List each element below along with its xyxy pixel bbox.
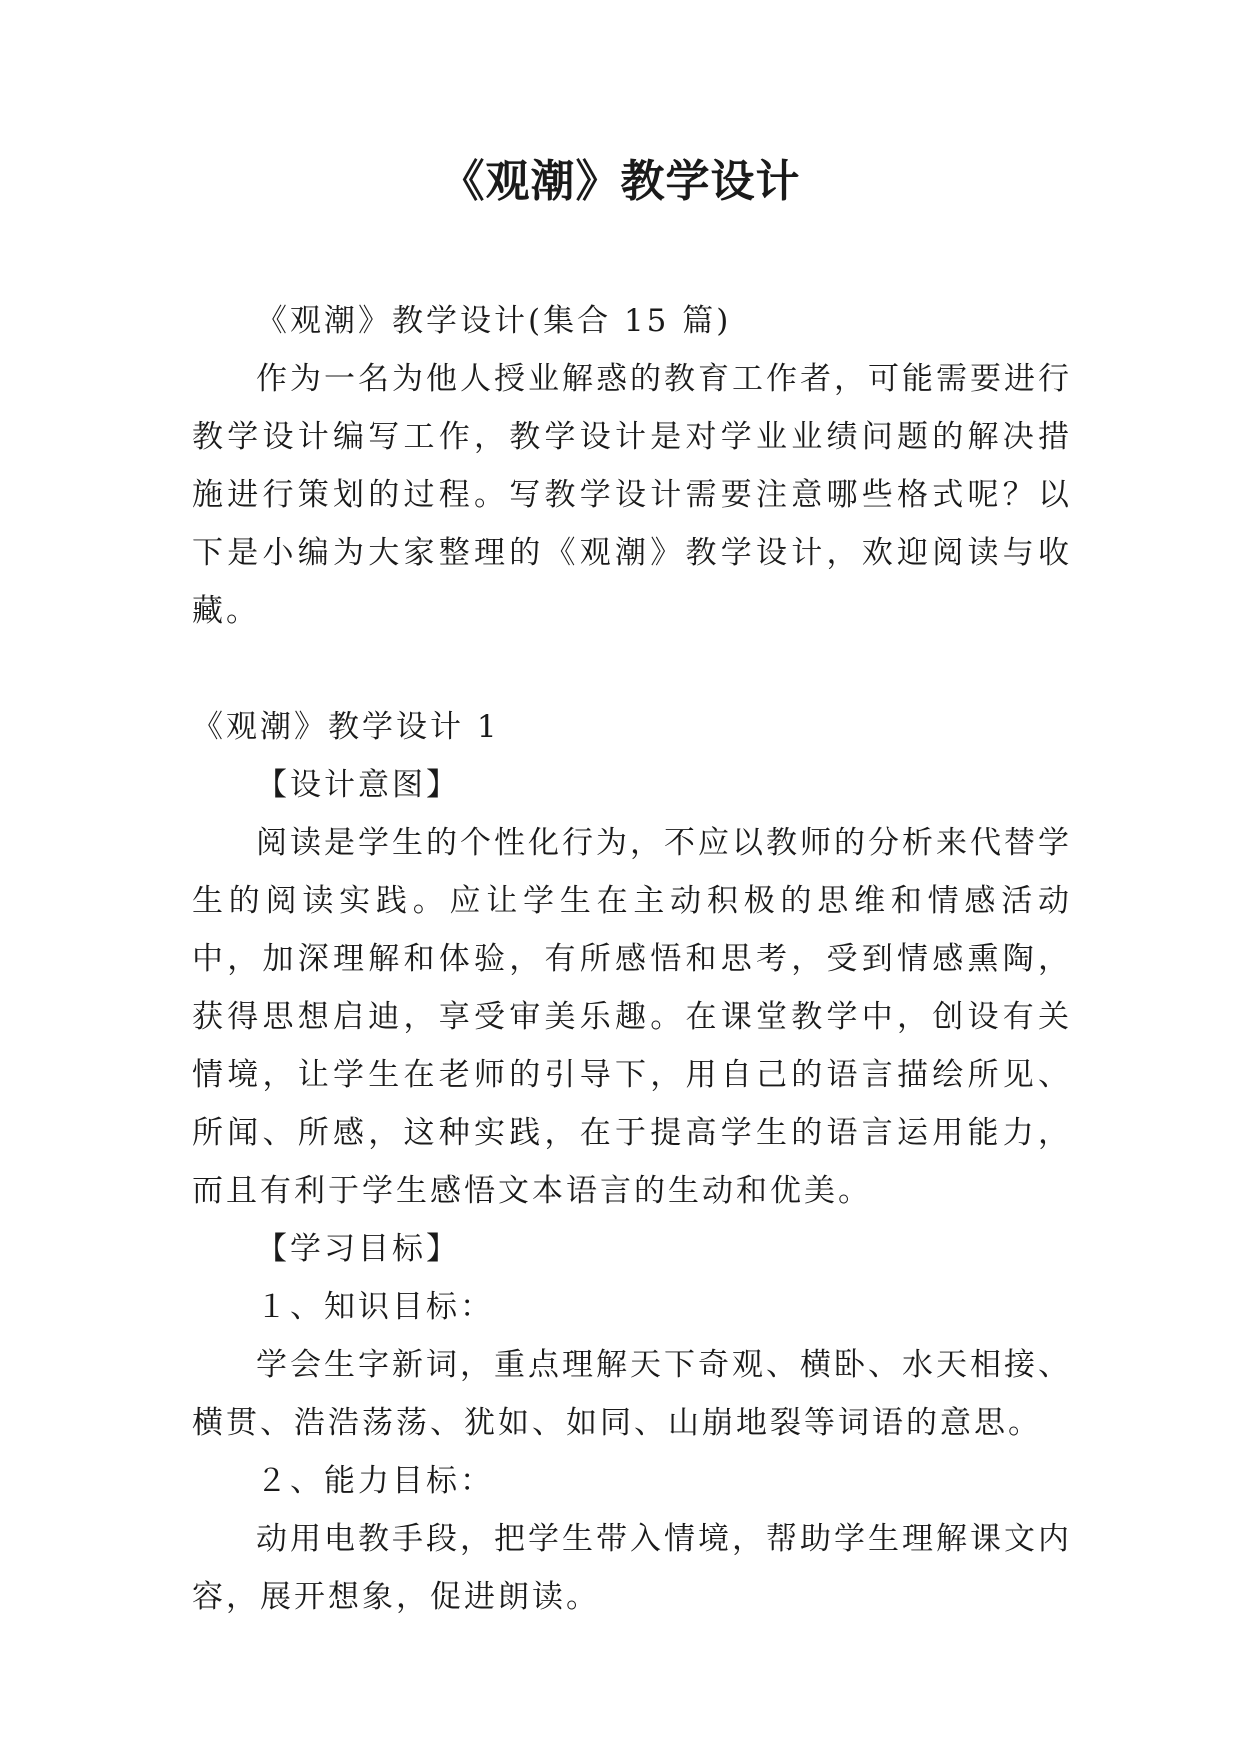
document-subtitle: 《观潮》教学设计(集合 15 篇): [256, 303, 732, 339]
knowledge-goal-heading: １、知识目标：: [256, 1289, 494, 1325]
paragraph-gap: [192, 640, 1072, 698]
ability-goal-paragraph: 动用电教手段，把学生带入情境，帮助学生理解课文内容，展开想象，促进朗读。: [192, 1521, 1072, 1615]
design-intent-paragraph: 阅读是学生的个性化行为，不应以教师的分析来代替学生的阅读实践。应让学生在主动积极的思维和情感活动中，加深理解和体验，有所感悟和思考，受到情感熏陶，获得思想启迪，享受审美乐趣。在课堂教学中，创设有关情境，让学生在老师的引导下，用自己的语言描绘所见、所闻、所感，这种实践，在于提高学生的语言运用能力，而且有利于学生感悟文本语言的生动和优美。: [192, 825, 1072, 1209]
document-title: 《观潮》教学设计: [440, 156, 801, 207]
ability-goal-heading: ２、能力目标：: [256, 1463, 494, 1499]
learning-goals-heading: 【学习目标】: [256, 1231, 460, 1267]
section-heading: 《观潮》教学设计 1: [192, 709, 500, 745]
document-body: [192, 292, 1072, 1626]
intro-paragraph: 作为一名为他人授业解惑的教育工作者，可能需要进行教学设计编写工作，教学设计是对学业业绩问题的解决措施进行策划的过程。写教学设计需要注意哪些格式呢？以下是小编为大家整理的《观潮》教学设计，欢迎阅读与收藏。: [192, 361, 1072, 629]
knowledge-goal-paragraph: 学会生字新词，重点理解天下奇观、横卧、水天相接、横贯、浩浩荡荡、犹如、如同、山崩地裂等词语的意思。: [192, 1347, 1072, 1441]
design-intent-heading: 【设计意图】: [256, 767, 460, 803]
